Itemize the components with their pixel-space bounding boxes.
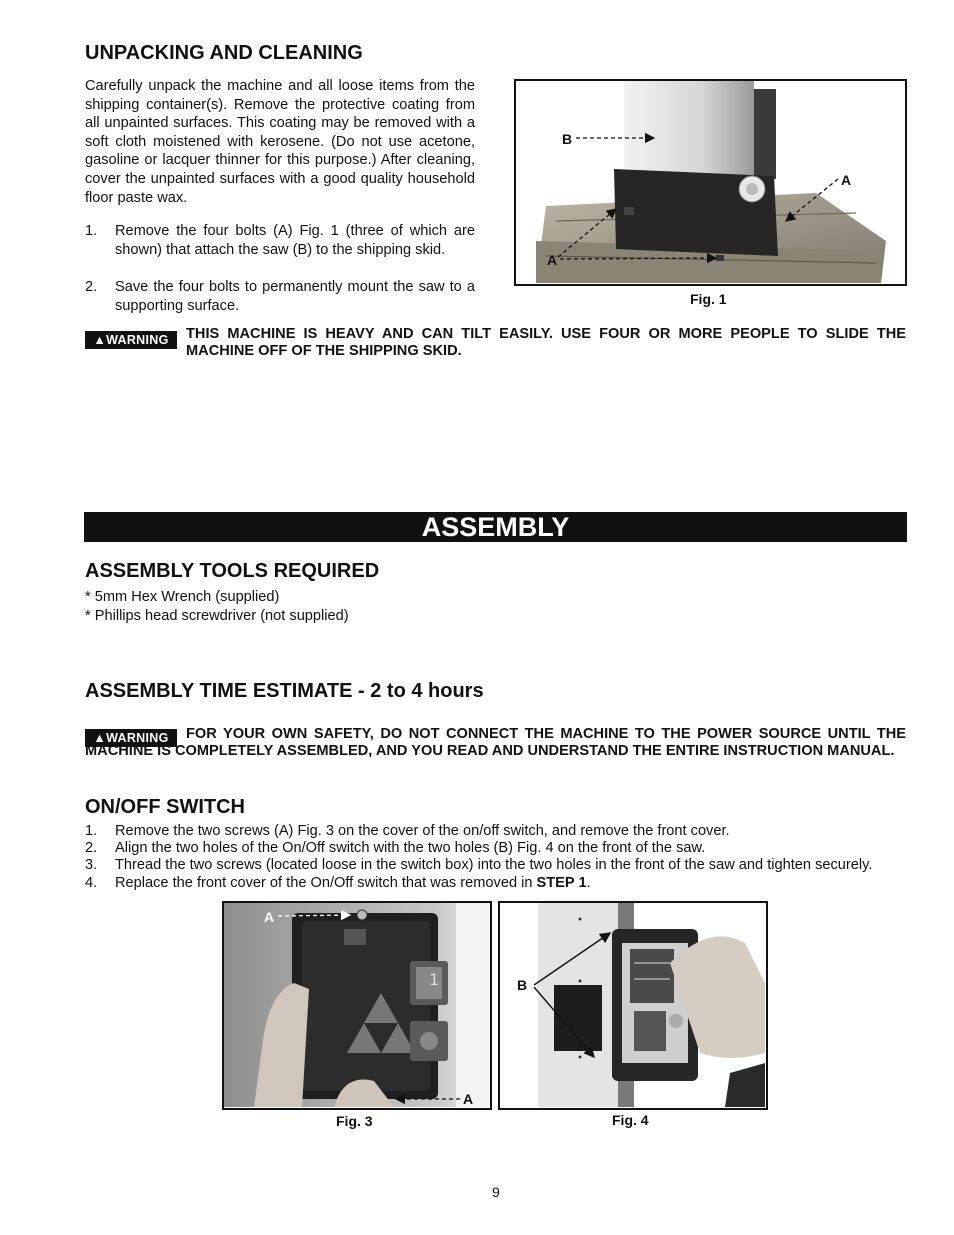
section-title-time: ASSEMBLY TIME ESTIMATE - 2 to 4 hours xyxy=(85,680,484,702)
fig1-label-a-right: A xyxy=(841,172,852,188)
figure-4-frame xyxy=(498,901,768,1110)
tools-item-screwdriver: * Phillips head screwdriver (not supplied) xyxy=(85,608,349,624)
figure-4-caption: Fig. 4 xyxy=(612,1112,649,1128)
figure-3-caption: Fig. 3 xyxy=(336,1113,373,1129)
switch-on-glyph: 1 xyxy=(429,970,440,989)
section-title-onoff: ON/OFF SWITCH xyxy=(85,796,245,818)
section-title-tools: ASSEMBLY TOOLS REQUIRED xyxy=(85,560,380,582)
fig4-leader-lines xyxy=(500,903,765,1107)
fig3-label-a-bottom: A xyxy=(463,1091,474,1107)
onoff-step-4: 4. Replace the front cover of the On/Off switch that was removed in STEP 1. xyxy=(85,874,591,891)
onoff-step-1: 1. Remove the two screws (A) Fig. 3 on the cover of the on/off switch, and remove the front cover. xyxy=(85,823,730,839)
fig3-label-a-top: A xyxy=(264,909,275,925)
figure-1-frame xyxy=(514,79,907,286)
tools-item-hex-wrench: * 5mm Hex Wrench (supplied) xyxy=(85,589,280,605)
fig1-leader-lines xyxy=(516,81,904,283)
time-estimate-value: - 2 to 4 hours xyxy=(352,680,484,702)
unpacking-step-2: 2. Save the four bolts to permanently mount the saw to a supporting surface. xyxy=(85,279,475,314)
warning-text-2: FOR YOUR OWN SAFETY, DO NOT CONNECT THE MACHINE TO THE POWER SOURCE UNTIL THE MACHINE IS COMPLETELY ASSEMBLED, AND YOU READ AND UNDERSTAND THE ENTIRE INSTRUCTION MANUAL. xyxy=(85,726,906,759)
warning-badge-1: ▲WARNING xyxy=(85,331,177,349)
warning-badge-2: ▲WARNING xyxy=(85,729,177,747)
fig3-leader-lines xyxy=(224,903,489,1107)
page-number: 9 xyxy=(492,1184,500,1200)
unpacking-step-1: 1. Remove the four bolts (A) Fig. 1 (three of which are shown) that attach the saw (B) to the shipping skid. xyxy=(85,223,475,258)
warning-triangle-icon: ▲ xyxy=(93,333,107,347)
fig4-label-b: B xyxy=(517,977,528,993)
warning-text-1: THIS MACHINE IS HEAVY AND CAN TILT EASILY. USE FOUR OR MORE PEOPLE TO SLIDE THE MACHINE OFF OF THE SHIPPING SKID. xyxy=(186,326,906,359)
fig1-label-b: B xyxy=(562,131,573,147)
figure-1-caption: Fig. 1 xyxy=(690,291,727,307)
tools-list xyxy=(85,588,349,626)
figure-3-frame xyxy=(222,901,492,1110)
onoff-step-3: 3. Thread the two screws (located loose in the switch box) into the two holes in the front of the saw and tighten securely. xyxy=(85,857,873,874)
section-title-unpacking: UNPACKING AND CLEANING xyxy=(85,42,363,64)
unpacking-intro: Carefully unpack the machine and all loose items from the shipping container(s). Remove the protective coating from all unpainted surfaces. This coating may be removed with a soft cloth moistened with kerosene. (Do not use acetone, gasoline or lacquer thinner for this purpose.) After cleaning, cover the unpainted surfaces with a good quality household floor paste wax. xyxy=(85,78,475,206)
unpacking-steps xyxy=(85,222,475,315)
assembly-banner: ASSEMBLY xyxy=(84,512,907,542)
fig1-label-a-left: A xyxy=(547,252,558,268)
warning-triangle-icon: ▲ xyxy=(93,731,107,745)
onoff-step-2: 2. Align the two holes of the On/Off switch with the two holes (B) Fig. 4 on the front of the saw. xyxy=(85,840,706,857)
onoff-steps xyxy=(85,823,915,892)
